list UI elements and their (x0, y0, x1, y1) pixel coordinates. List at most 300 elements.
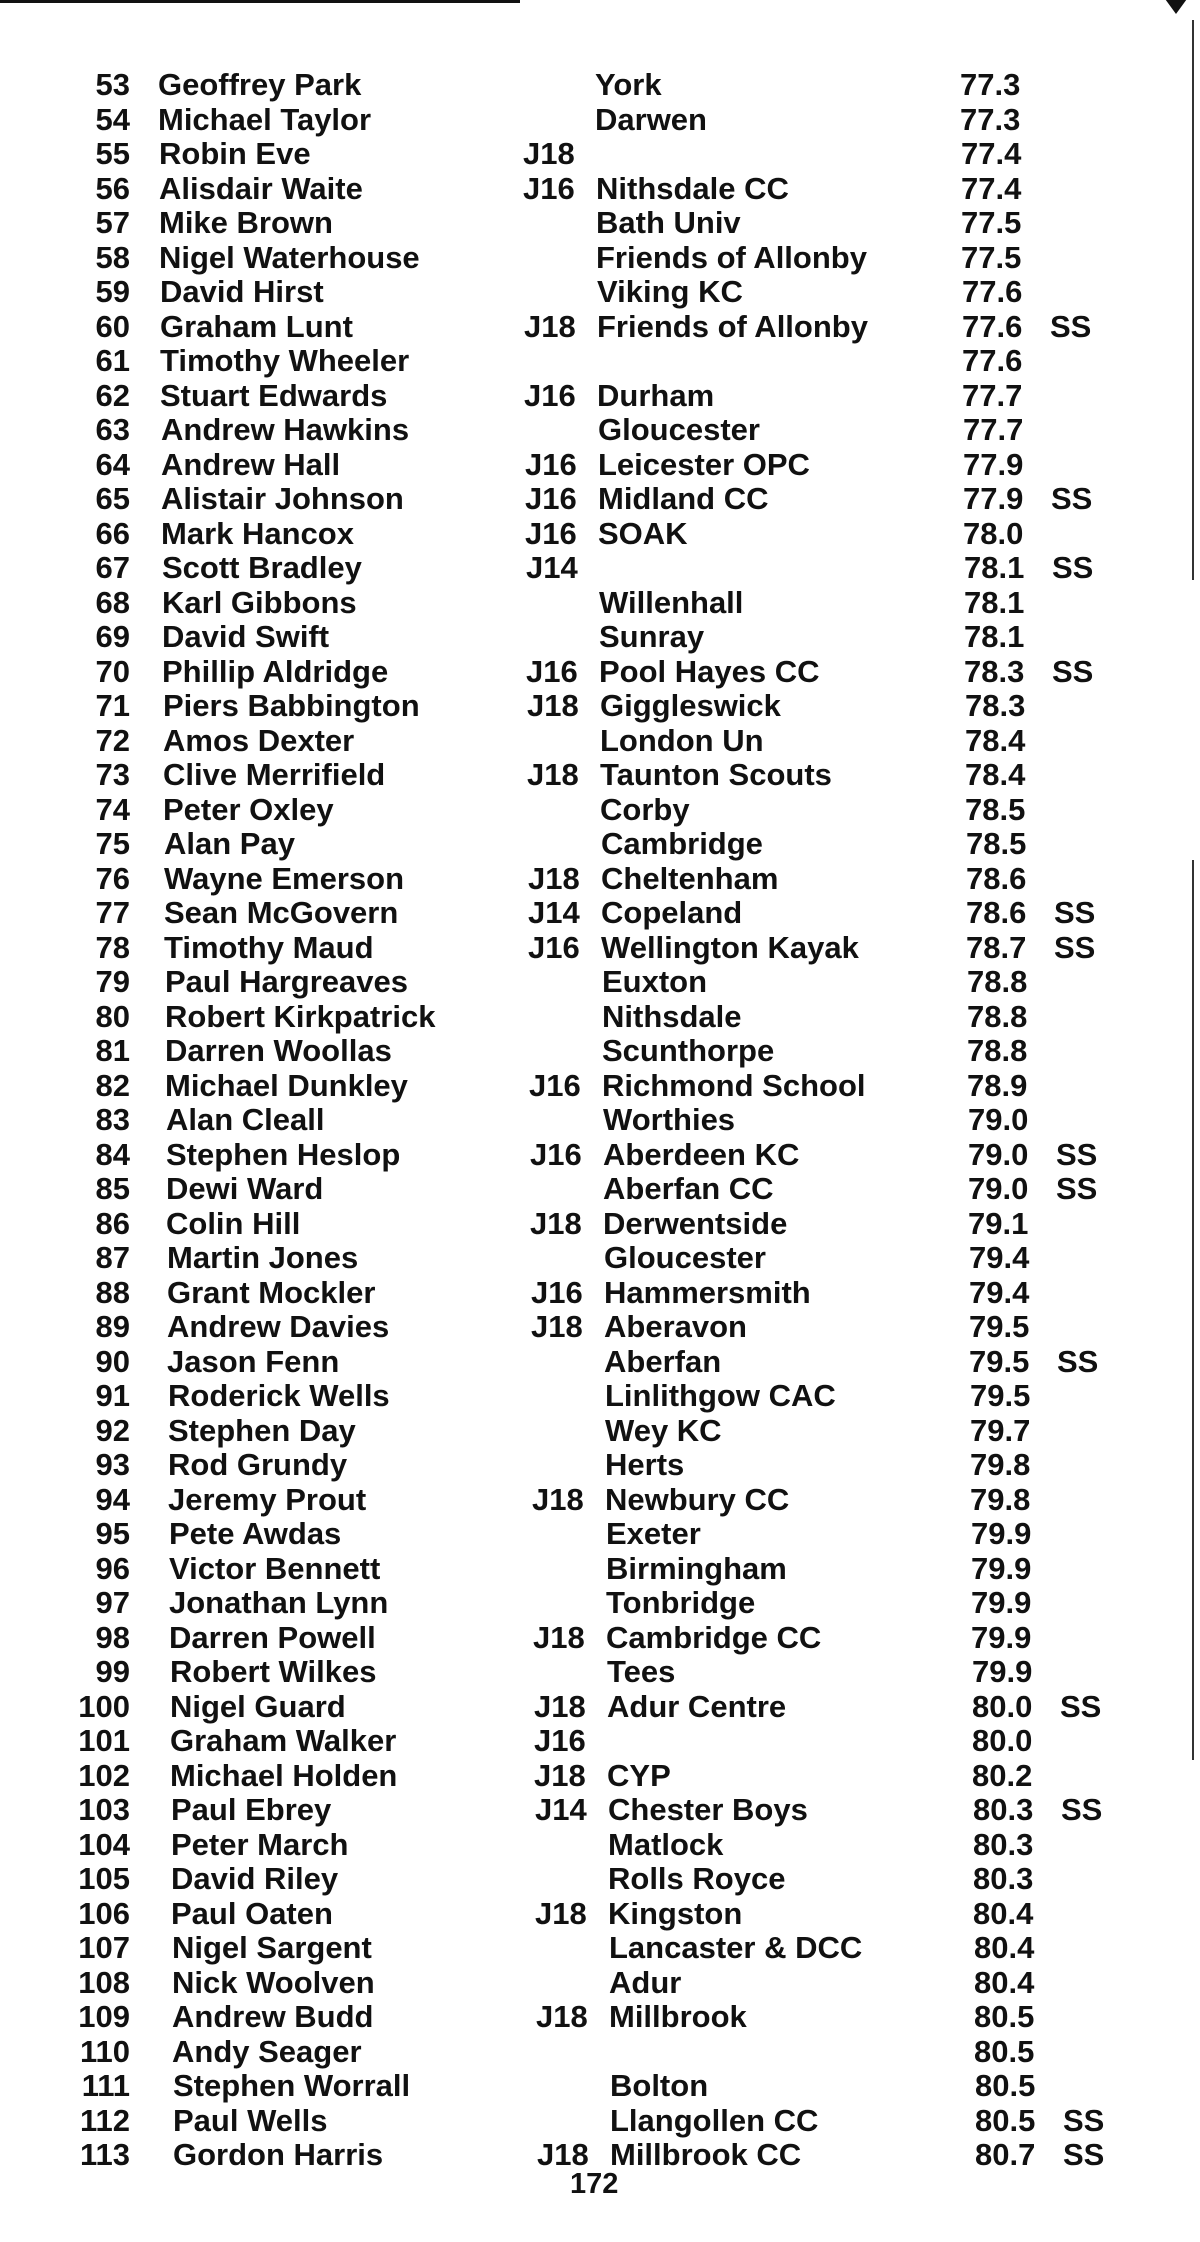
time: 80.0 (972, 1688, 1033, 1724)
competitor-name: Darren Powell (169, 1619, 376, 1655)
time: 77.7 (963, 412, 1024, 447)
competitor-name: Karl Gibbons (162, 584, 357, 620)
club-name: Cheltenham (601, 860, 779, 896)
competitor-name: Paul Wells (173, 2102, 328, 2138)
result-row (0, 2035, 1200, 2070)
result-row (0, 965, 1200, 1000)
position: 78 (95, 929, 130, 965)
competitor-name: Mike Brown (159, 205, 333, 240)
time: 78.3 (964, 653, 1025, 689)
age-class: J18 (527, 757, 579, 792)
competitor-name: Wayne Emerson (164, 860, 405, 896)
competitor-name: Peter Oxley (163, 791, 334, 827)
club-name: Adur Centre (607, 1688, 787, 1724)
result-row (0, 1655, 1200, 1690)
club-name: Friends of Allonby (597, 308, 868, 344)
club-name: Bolton (610, 2068, 709, 2103)
competitor-name: Grant Mockler (167, 1274, 376, 1310)
position: 60 (95, 308, 130, 344)
result-row (0, 689, 1200, 724)
result-row (0, 1276, 1200, 1311)
age-class: J18 (523, 136, 575, 171)
result-row (0, 1517, 1200, 1552)
club-name: Wey KC (605, 1412, 722, 1448)
competitor-name: Michael Holden (170, 1757, 398, 1793)
result-row (0, 1034, 1200, 1069)
time: 77.5 (961, 205, 1022, 240)
result-row (0, 1379, 1200, 1414)
time: 79.0 (968, 1136, 1029, 1172)
competitor-name: Martin Jones (167, 1240, 359, 1275)
competitor-name: Clive Merrifield (163, 757, 386, 792)
competitor-name: Alisdair Waite (159, 170, 363, 206)
competitor-name: Alan Pay (164, 826, 295, 861)
time: 78.3 (965, 688, 1026, 723)
result-row (0, 1586, 1200, 1621)
competitor-name: David Swift (162, 619, 330, 654)
club-name: Friends of Allonby (596, 239, 867, 275)
competitor-name: Amos Dexter (163, 722, 355, 758)
result-row (0, 1690, 1200, 1725)
position: 111 (81, 2068, 130, 2103)
club-name: Birmingham (606, 1550, 787, 1586)
time: 78.0 (963, 515, 1024, 551)
time: 79.5 (969, 1309, 1030, 1344)
time: 80.4 (974, 1930, 1035, 1965)
position: 58 (95, 239, 130, 275)
result-row (0, 379, 1200, 414)
competitor-name: Andrew Hawkins (161, 412, 410, 447)
competitor-name: Stephen Day (168, 1412, 356, 1448)
age-class: J16 (531, 1274, 583, 1310)
result-row (0, 758, 1200, 793)
club-name: Kingston (608, 1895, 743, 1931)
competitor-name: David Hirst (160, 274, 324, 309)
position: 76 (95, 860, 130, 896)
club-name: Adur (609, 1964, 682, 2000)
age-class: J14 (528, 895, 580, 930)
result-row (0, 275, 1200, 310)
time: 80.5 (974, 2033, 1035, 2069)
position: 56 (95, 170, 130, 206)
result-row (0, 931, 1200, 966)
club-name: Nithsdale CC (596, 170, 789, 206)
position: 104 (78, 1826, 130, 1862)
age-class: J18 (524, 308, 576, 344)
result-row (0, 1759, 1200, 1794)
position: 77 (95, 895, 130, 930)
time: 79.8 (970, 1447, 1031, 1482)
time: 77.4 (961, 136, 1022, 171)
result-row (0, 1207, 1200, 1242)
result-row (0, 206, 1200, 241)
time: 79.9 (972, 1654, 1033, 1689)
competitor-name: Dewi Ward (166, 1171, 324, 1206)
club-name: Taunton Scouts (600, 757, 832, 792)
club-name: Linlithgow CAC (605, 1378, 836, 1413)
club-name: Scunthorpe (602, 1033, 775, 1068)
time: 80.4 (973, 1895, 1034, 1931)
age-class: J16 (528, 929, 580, 965)
age-class: J18 (537, 2137, 589, 2172)
result-row (0, 172, 1200, 207)
position: 90 (95, 1343, 130, 1379)
position: 97 (95, 1585, 130, 1620)
time: 77.9 (963, 481, 1024, 516)
position: 53 (95, 67, 130, 102)
result-row (0, 68, 1200, 103)
position: 92 (95, 1412, 130, 1448)
note: SS (1056, 1171, 1098, 1206)
age-class: J18 (527, 688, 579, 723)
competitor-name: Nigel Sargent (172, 1930, 372, 1965)
competitor-name: Colin Hill (166, 1205, 301, 1241)
competitor-name: Andrew Davies (167, 1309, 390, 1344)
competitor-name: Michael Taylor (158, 101, 372, 137)
competitor-name: Roderick Wells (168, 1378, 390, 1413)
result-row (0, 1828, 1200, 1863)
time: 79.5 (969, 1343, 1030, 1379)
position: 82 (95, 1067, 130, 1103)
result-row (0, 620, 1200, 655)
competitor-name: Piers Babbington (163, 688, 420, 723)
time: 78.6 (966, 895, 1027, 930)
competitor-name: Andrew Hall (161, 446, 341, 482)
result-row (0, 1793, 1200, 1828)
position: 106 (78, 1895, 130, 1931)
time: 78.1 (964, 550, 1025, 585)
time: 78.5 (965, 791, 1026, 827)
time: 80.5 (975, 2102, 1036, 2138)
result-row (0, 1138, 1200, 1173)
age-class: J18 (534, 1757, 586, 1793)
club-name: London Un (600, 722, 764, 758)
position: 64 (95, 446, 130, 482)
position: 59 (95, 274, 130, 309)
club-name: York (595, 67, 662, 102)
position: 71 (95, 688, 130, 723)
competitor-name: Mark Hancox (161, 515, 354, 551)
position: 79 (95, 964, 130, 999)
age-class: J16 (526, 653, 578, 689)
time: 79.8 (970, 1481, 1031, 1517)
competitor-name: Nigel Waterhouse (159, 239, 420, 275)
club-name: Matlock (608, 1826, 724, 1862)
time: 79.4 (969, 1240, 1030, 1275)
result-row (0, 1310, 1200, 1345)
result-row (0, 1552, 1200, 1587)
club-name: Herts (605, 1447, 685, 1482)
position: 68 (95, 584, 130, 620)
position: 63 (95, 412, 130, 447)
position: 75 (95, 826, 130, 861)
competitor-name: Robin Eve (159, 136, 311, 171)
time: 78.8 (967, 964, 1028, 999)
competitor-name: Pete Awdas (169, 1516, 342, 1551)
position: 99 (95, 1654, 130, 1689)
club-name: Durham (597, 377, 715, 413)
club-name: Gloucester (598, 412, 760, 447)
result-row (0, 517, 1200, 552)
result-row (0, 2000, 1200, 2035)
time: 79.9 (971, 1619, 1032, 1655)
club-name: Tees (607, 1654, 676, 1689)
time: 80.3 (973, 1826, 1034, 1862)
club-name: Euxton (602, 964, 708, 999)
club-name: Worthies (603, 1102, 736, 1137)
club-name: Midland CC (598, 481, 769, 516)
time: 79.0 (968, 1102, 1029, 1137)
competitor-name: Graham Walker (170, 1723, 397, 1758)
competitor-name: Peter March (171, 1826, 349, 1862)
age-class: J18 (531, 1309, 583, 1344)
time: 77.3 (960, 101, 1021, 137)
time: 78.8 (967, 1033, 1028, 1068)
club-name: CYP (607, 1757, 671, 1793)
time: 79.0 (968, 1171, 1029, 1206)
position: 65 (95, 481, 130, 516)
result-row (0, 793, 1200, 828)
time: 77.3 (960, 67, 1021, 102)
time: 78.4 (965, 722, 1026, 758)
position: 91 (95, 1378, 130, 1413)
position: 57 (95, 205, 130, 240)
competitor-name: Michael Dunkley (165, 1067, 408, 1103)
club-name: Rolls Royce (608, 1861, 786, 1896)
result-row (0, 137, 1200, 172)
time: 78.5 (966, 826, 1027, 861)
competitor-name: Darren Woollas (165, 1033, 392, 1068)
time: 80.0 (972, 1723, 1033, 1758)
age-class: J16 (525, 446, 577, 482)
age-class: J14 (535, 1792, 587, 1827)
competitor-name: Nigel Guard (170, 1688, 346, 1724)
note: SS (1052, 653, 1094, 689)
club-name: Chester Boys (608, 1792, 808, 1827)
age-class: J18 (528, 860, 580, 896)
time: 78.4 (965, 757, 1026, 792)
position: 89 (95, 1309, 130, 1344)
age-class: J18 (536, 1999, 588, 2034)
club-name: Aberavon (604, 1309, 747, 1344)
club-name: Giggleswick (600, 688, 781, 723)
position: 101 (78, 1723, 130, 1758)
competitor-name: Sean McGovern (164, 895, 399, 930)
competitor-name: Nick Woolven (172, 1964, 375, 2000)
competitor-name: Phillip Aldridge (162, 653, 389, 689)
time: 80.5 (974, 1999, 1035, 2034)
club-name: Hammersmith (604, 1274, 811, 1310)
competitor-name: Geoffrey Park (158, 67, 362, 102)
position: 110 (79, 2033, 130, 2069)
result-row (0, 1241, 1200, 1276)
club-name: SOAK (598, 515, 688, 551)
position: 93 (95, 1447, 130, 1482)
position: 69 (95, 619, 130, 654)
club-name: Leicester OPC (598, 446, 810, 482)
position: 61 (95, 343, 130, 378)
time: 78.1 (964, 619, 1025, 654)
competitor-name: Jeremy Prout (168, 1481, 367, 1517)
result-row (0, 1724, 1200, 1759)
result-row (0, 1931, 1200, 1966)
position: 54 (95, 101, 130, 137)
position: 107 (78, 1930, 130, 1965)
position: 98 (95, 1619, 130, 1655)
result-row (0, 1172, 1200, 1207)
time: 78.9 (967, 1067, 1028, 1103)
age-class: J18 (535, 1895, 587, 1931)
result-row (0, 310, 1200, 345)
time: 78.8 (967, 998, 1028, 1034)
position: 88 (95, 1274, 130, 1310)
time: 79.5 (970, 1378, 1031, 1413)
result-row (0, 896, 1200, 931)
result-row (0, 551, 1200, 586)
result-row (0, 724, 1200, 759)
position: 112 (79, 2102, 130, 2138)
result-row (0, 344, 1200, 379)
age-class: J16 (524, 377, 576, 413)
competitor-name: Timothy Maud (164, 929, 374, 965)
time: 80.3 (973, 1792, 1034, 1827)
club-name: Bath Univ (596, 205, 741, 240)
position: 94 (95, 1481, 130, 1517)
note: SS (1056, 1136, 1098, 1172)
competitor-name: Gordon Harris (173, 2137, 384, 2172)
club-name: Llangollen CC (610, 2102, 819, 2138)
result-row (0, 1621, 1200, 1656)
result-row (0, 655, 1200, 690)
competitor-name: Paul Oaten (171, 1895, 333, 1931)
competitor-name: Paul Hargreaves (165, 964, 408, 999)
result-row (0, 1345, 1200, 1380)
result-row (0, 1069, 1200, 1104)
note: SS (1054, 929, 1096, 965)
position: 84 (95, 1136, 130, 1172)
club-name: Gloucester (604, 1240, 766, 1275)
club-name: Tonbridge (606, 1585, 756, 1620)
result-row (0, 413, 1200, 448)
club-name: Millbrook CC (610, 2137, 802, 2172)
club-name: Aberfan (604, 1343, 722, 1379)
position: 70 (95, 653, 130, 689)
position: 67 (95, 550, 130, 585)
club-name: Pool Hayes CC (599, 653, 820, 689)
age-class: J16 (534, 1723, 586, 1758)
competitor-name: Andy Seager (172, 2033, 362, 2069)
position: 83 (95, 1102, 130, 1137)
competitor-name: Andrew Budd (172, 1999, 374, 2034)
result-row (0, 862, 1200, 897)
time: 78.7 (966, 929, 1027, 965)
time: 77.7 (962, 377, 1023, 413)
time: 77.6 (962, 308, 1023, 344)
age-class: J14 (526, 550, 578, 585)
club-name: Nithsdale (602, 998, 742, 1034)
competitor-name: Robert Wilkes (170, 1654, 377, 1689)
note: SS (1050, 308, 1092, 344)
position: 85 (95, 1171, 130, 1206)
position: 81 (95, 1033, 130, 1068)
position: 66 (95, 515, 130, 551)
note: SS (1060, 1688, 1102, 1724)
age-class: J18 (532, 1481, 584, 1517)
competitor-name: Stuart Edwards (160, 377, 388, 413)
time: 77.6 (962, 343, 1023, 378)
club-name: Wellington Kayak (601, 929, 859, 965)
time: 80.4 (974, 1964, 1035, 2000)
age-class: J16 (529, 1067, 581, 1103)
club-name: Newbury CC (605, 1481, 790, 1517)
club-name: Willenhall (599, 584, 744, 620)
club-name: Copeland (601, 895, 743, 930)
results-list (0, 68, 1200, 2173)
club-name: Sunray (599, 619, 705, 654)
age-class: J16 (523, 170, 575, 206)
competitor-name: Robert Kirkpatrick (165, 998, 436, 1034)
result-row (0, 1000, 1200, 1035)
club-name: Corby (600, 791, 690, 827)
time: 77.5 (961, 239, 1022, 275)
club-name: Exeter (606, 1516, 701, 1551)
note: SS (1061, 1792, 1103, 1827)
time: 80.7 (975, 2137, 1036, 2172)
result-row (0, 586, 1200, 621)
position: 105 (78, 1861, 130, 1896)
time: 80.5 (975, 2068, 1036, 2103)
competitor-name: Jonathan Lynn (169, 1585, 389, 1620)
note: SS (1054, 895, 1096, 930)
club-name: Cambridge (601, 826, 763, 861)
result-row (0, 1103, 1200, 1138)
time: 79.9 (971, 1516, 1032, 1551)
result-row (0, 1966, 1200, 2001)
time: 79.9 (971, 1585, 1032, 1620)
time: 80.3 (973, 1861, 1034, 1896)
result-row (0, 103, 1200, 138)
competitor-name: Jason Fenn (167, 1343, 340, 1379)
position: 74 (95, 791, 130, 827)
competitor-name: Stephen Worrall (173, 2068, 411, 2103)
position: 100 (78, 1688, 130, 1724)
result-row (0, 482, 1200, 517)
time: 79.9 (971, 1550, 1032, 1586)
page-number: 172 (570, 2168, 619, 2200)
club-name: Aberdeen KC (603, 1136, 800, 1172)
age-class: J18 (533, 1619, 585, 1655)
club-name: Cambridge CC (606, 1619, 822, 1655)
competitor-name: Timothy Wheeler (160, 343, 410, 378)
competitor-name: Graham Lunt (160, 308, 353, 344)
result-row (0, 448, 1200, 483)
competitor-name: David Riley (171, 1861, 339, 1896)
time: 78.6 (966, 860, 1027, 896)
competitor-name: Stephen Heslop (166, 1136, 401, 1172)
position: 62 (95, 377, 130, 413)
club-name: Darwen (595, 101, 707, 137)
result-row (0, 1414, 1200, 1449)
result-row (0, 1448, 1200, 1483)
note: SS (1051, 481, 1093, 516)
result-row (0, 2069, 1200, 2104)
position: 80 (95, 998, 130, 1034)
position: 108 (78, 1964, 130, 2000)
club-name: Viking KC (597, 274, 743, 309)
club-name: Derwentside (603, 1205, 788, 1241)
position: 109 (78, 1999, 130, 2034)
time: 77.4 (961, 170, 1022, 206)
